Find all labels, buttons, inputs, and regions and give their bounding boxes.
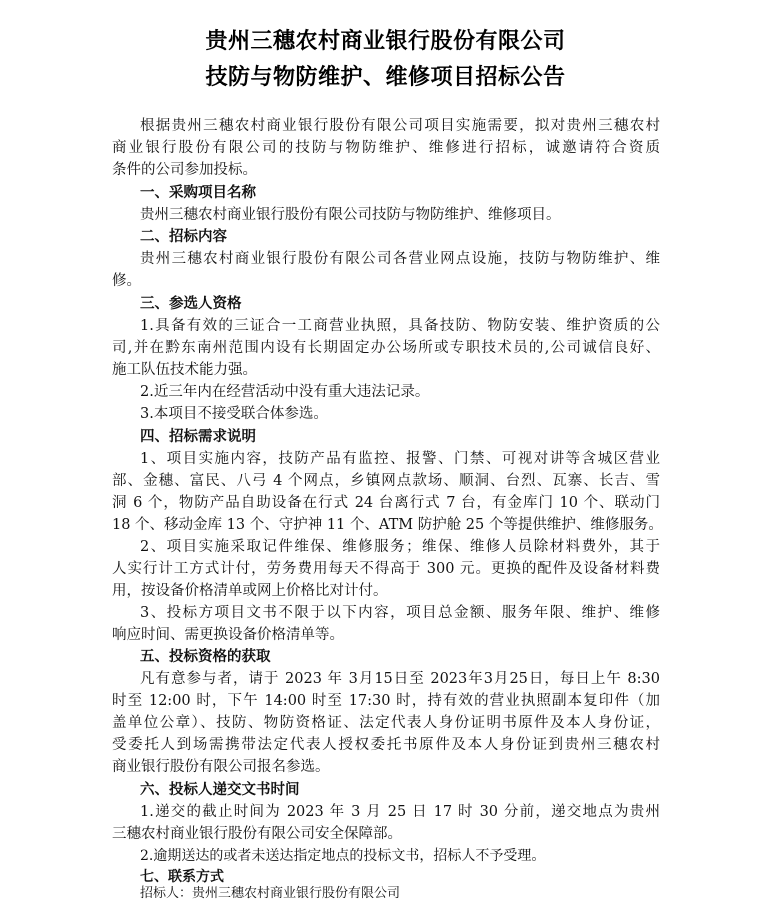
section-heading-6: 六、投标人递交文书时间 [140, 782, 300, 798]
section-1-text: 贵州三穗农村商业银行股份有限公司技防与物防维护、维修项目。 [140, 207, 561, 223]
section-4-line-9: 响应时间、需更换设备价格清单等。 [112, 627, 344, 643]
title-line-2: 技防与物防维护、维修项目招标公告 [205, 65, 566, 90]
section-3-line-5: 3.本项目不接受联合体参选。 [140, 406, 328, 422]
section-4-line-6: 人实行计工方式计付，劳务费用每天不得高于 300 元。更换的配件及设备材料费 [112, 561, 660, 577]
section-4-line-2: 部、金穗、富民、八弓 4 个网点，乡镇网点款场、顺洞、台烈、瓦寨、长吉、雪 [112, 473, 660, 489]
section-heading-3: 三、参选人资格 [140, 296, 242, 312]
section-heading-1: 一、采购项目名称 [140, 185, 256, 201]
section-3-line-3: 施工队伍技术能力强。 [112, 362, 257, 378]
section-4-line-7: 用，按设备价格清单或网上价格比对计付。 [112, 583, 388, 599]
section-4-line-3: 洞 6 个，物防产品自助设备在行式 24 台离行式 7 台，有金库门 10 个、联动门 [112, 495, 660, 511]
section-4-line-5: 2、项目实施采取记件维保、维修服务；维保、维修人员除材料费外，其于 [140, 539, 660, 555]
section-6-line-1: 1.递交的截止时间为 2023 年 3 月 25 日 17 时 30 分前，递交地点为贵州 [140, 804, 660, 820]
section-3-line-1: 1.具备有效的三证合一工商营业执照，具备技防、物防安装、维护资质的公 [140, 318, 660, 334]
section-4-line-8: 3、投标方项目文书不限于以下内容，项目总金额、服务年限、维护、维修 [140, 605, 660, 621]
section-5-line-3: 盖单位公章）、技防、物防资格证、法定代表人身份证明书原件及本人身份证， [112, 715, 660, 731]
section-heading-5: 五、投标资格的获取 [140, 649, 271, 665]
title-line-1: 贵州三穗农村商业银行股份有限公司 [205, 29, 566, 54]
intro-line-1: 根据贵州三穗农村商业银行股份有限公司项目实施需要，拟对贵州三穗农村 [140, 118, 660, 134]
section-5-line-5: 商业银行股份有限公司报名参选。 [112, 759, 330, 775]
section-heading-7: 七、联系方式 [140, 869, 224, 885]
section-6-line-2: 三穗农村商业银行股份有限公司安全保障部。 [112, 826, 402, 842]
section-6-line-3: 2.逾期送达的或者未送达指定地点的投标文书，招标人不予受理。 [140, 848, 546, 864]
section-4-line-1: 1、项目实施内容，技防产品有监控、报警、门禁、可视对讲等含城区营业 [140, 451, 660, 467]
section-3-line-2: 司,并在黔东南州范围内设有长期固定办公场所或专职技术员的,公司诚信良好、 [112, 340, 660, 356]
section-5-line-4: 受委托人到场需携带法定代表人授权委托书原件及本人身份证到贵州三穗农村 [112, 737, 660, 753]
section-5-line-2: 时至 12:00 时，下午 14:00 时至 17:30 时，持有效的营业执照副本复印件（加 [112, 693, 660, 709]
section-4-line-4: 18 个、移动金库 13 个、守护神 11 个、ATM 防护舱 25 个等提供维护、维修服务。 [112, 517, 663, 533]
section-heading-4: 四、招标需求说明 [140, 429, 256, 445]
section-5-line-1: 凡有意参与者，请于 2023 年 3月15日至 2023年3月25日，每日上午 8:30 [140, 671, 660, 687]
section-3-line-4: 2.近三年内在经营活动中没有重大违法记录。 [140, 384, 430, 400]
contact-issuer: 招标人：贵州三穗农村商业银行股份有限公司 [140, 886, 401, 901]
intro-line-2: 商业银行股份有限公司的技防与物防维护、维修进行招标，诚邀请符合资质 [112, 140, 660, 156]
intro-line-3: 条件的公司参加投标。 [112, 162, 257, 178]
section-2-line-1: 贵州三穗农村商业银行股份有限公司各营业网点设施，技防与物防维护、维 [140, 251, 660, 267]
section-heading-2: 二、招标内容 [140, 229, 227, 245]
section-2-line-2: 修。 [112, 273, 141, 289]
